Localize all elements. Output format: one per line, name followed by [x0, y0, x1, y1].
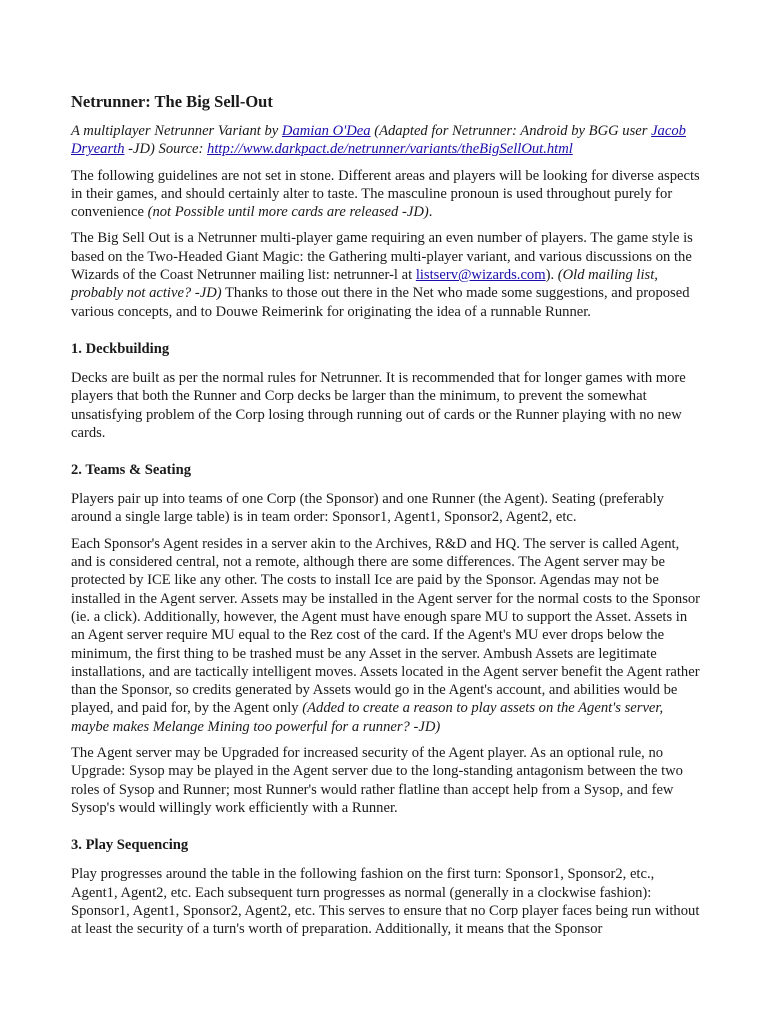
byline [71, 122, 703, 159]
page-title: Netrunner: The Big Sell-Out [71, 92, 273, 111]
byline-text-1: A multiplayer Netrunner Variant by [71, 123, 282, 139]
adapter-link[interactable]: Jacob Dryearth [71, 123, 686, 158]
email-link[interactable]: listserv@wizards.com [415, 267, 546, 284]
teams-paragraph-2-text: Each Sponsor's Agent resides in a server akin to the Archives, R&D and HQ. The server is called Agent, and is considered central, not a remote, although there are some differences. The Agent server may be protected by ICE like any other. The costs to install Ice are paid by the Sponsor. Agendas may not be installed in the Agent server. Assets may be installed in the Agent server for the normal costs to the Sponsor (ie. a click). Additionally, however, the Agent must have enough spare MU to support the Asset. Assets in an Agent server require MU equal to the Rez cost of the card. If the Agent's MU ever drops below the minimum, the first thing to be trashed must be any Asset in the server. Ambush Assets are legitimate installations, and are tactically intelligent moves. Assets located in the Agent server benefit the Agent rather than the Sponsor, so credits generated by Assets would go in the Agent's account, and abilities would be played, and paid for, by the Agent only [71, 535, 701, 717]
teams-paragraph-2-note: (Added to create a reason to play assets on the Agent's server, maybe makes Melange Mining too powerful for a runner? -JD) [71, 700, 664, 735]
byline-text-2: (Adapted for Netrunner: Android by BGG user [370, 123, 652, 139]
section-heading-deckbuilding: 1. Deckbuilding [71, 340, 170, 357]
overview-note: (Old mailing list, probably not active? -JD) [71, 267, 658, 302]
intro-note: (not Possible until more cards are released -JD) [147, 204, 429, 221]
author-link[interactable]: Damian O'Dea [281, 123, 371, 139]
teams-paragraph-3: The Agent server may be Upgraded for increased security of the Agent player. As an optional rule, no Upgrade: Sysop may be played in the Agent server due to the long-standing antagonism between the two roles of Sysop and Runner; most Runner's would rather flatline than accept help from a Sysop, and few Sysop's would willingly work efficiently with a Runner. [71, 745, 683, 816]
overview-paragraph [71, 229, 703, 320]
byline-text-3: -JD) Source: [124, 141, 208, 158]
intro-paragraph [71, 167, 703, 222]
play-sequencing-paragraph: Play progresses around the table in the following fashion on the first turn: Sponsor1, Sponsor2, etc., Agent1, Agent2, etc. Each subsequent turn progresses as normal (generally in a clockwise fashion): Sponsor1, Agent1, Sponsor2, Agent2, etc. This serves to ensure that no Corp player faces being run without at least the security of a turn's worth of preparation. Additionally, it means that the Sponsor [71, 866, 700, 938]
intro-text: The following guidelines are not set in stone. Different areas and players will be looking for diverse aspects in their games, and should certainly alter to taste. The masculine pronoun is used throughout purely for convenience [71, 167, 700, 221]
section-heading-teams-seating: 2. Teams & Seating [71, 462, 192, 479]
deckbuilding-paragraph: Decks are built as per the normal rules for Netrunner. It is recommended that for longer games with more players that both the Runner and Corp decks be larger than the minimum, to prevent the somewhat unsatisfying problem of the Corp losing through running out of cards or the Runner playing with no new cards. [71, 369, 686, 441]
intro-end: . [428, 204, 433, 221]
overview-text-3: Thanks to those out there in the Net who made some suggestions, and proposed various concepts, and to Douwe Reimerink for originating the idea of a runnable Runner. [71, 285, 690, 320]
source-url-link[interactable]: http://www.darkpact.de/netrunner/variants/theBigSellOut.html [207, 141, 573, 158]
overview-text-2: ). [545, 267, 558, 284]
teams-paragraph-2 [71, 535, 703, 736]
section-heading-play-sequencing: 3. Play Sequencing [71, 837, 189, 854]
document-body [71, 92, 703, 946]
overview-text-1: The Big Sell Out is a Netrunner multi-player game requiring an even number of players. The game style is based on the Two-Headed Giant Magic: the Gathering multi-player variant, and various discussions on the Wizards of the Coast Netrunner mailing list: netrunner-l at [71, 230, 693, 284]
teams-paragraph-1: Players pair up into teams of one Corp (the Sponsor) and one Runner (the Agent). Seating (preferably around a single large table) is in team order: Sponsor1, Agent1, Sponsor2, Agent2, etc. [71, 491, 664, 526]
